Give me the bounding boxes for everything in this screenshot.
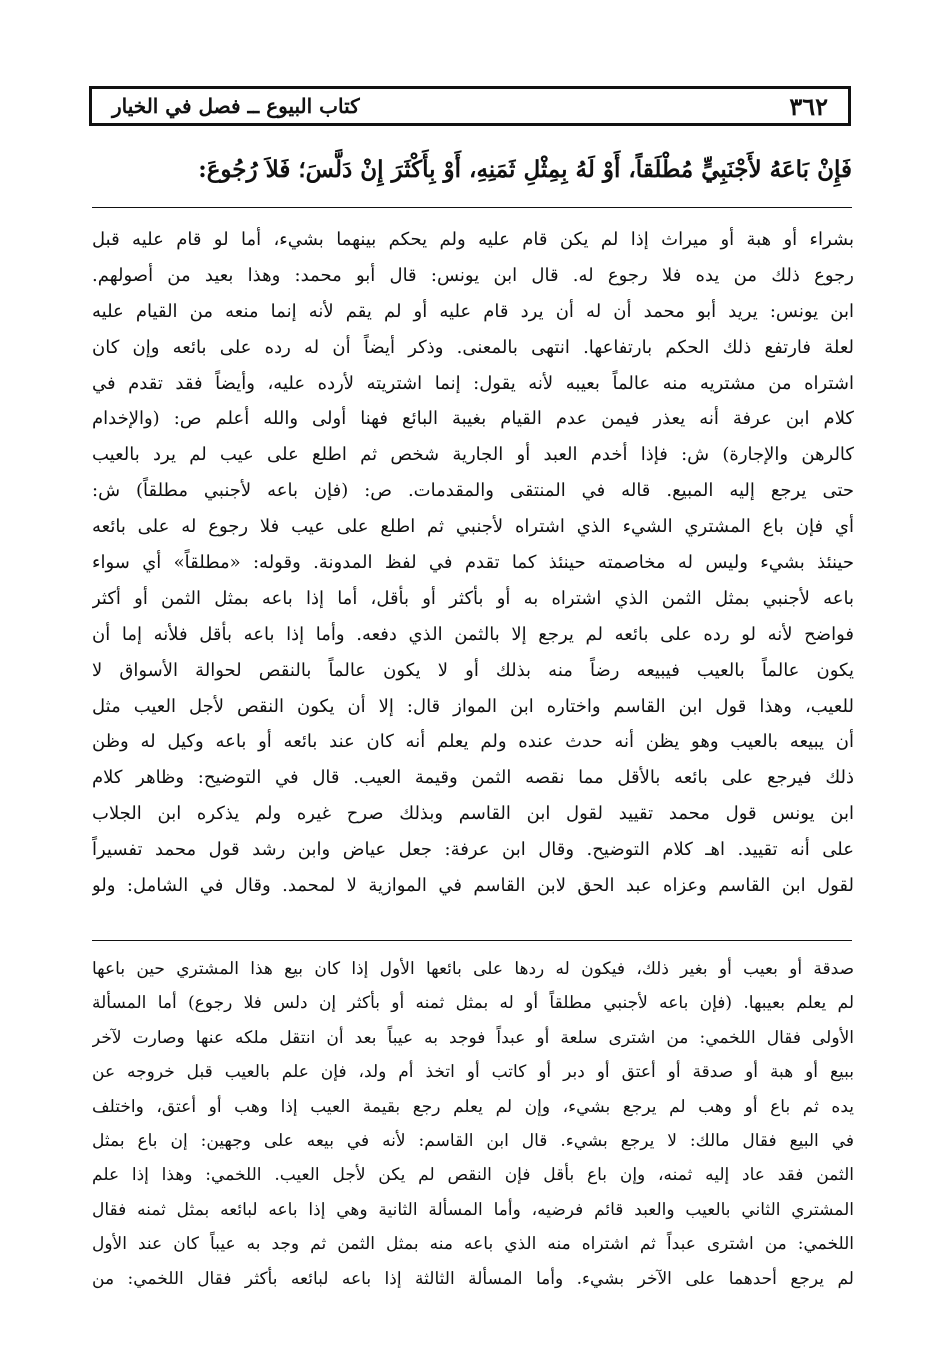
footnote-line: الأولى فقال اللخمي: من اشترى سلعة أو عبداً فوجد به عيباً بعد أن انتقل ملكه عنها وصارت لآخر <box>92 1027 854 1048</box>
footnote-line: يده ثم باع أو وهب لم يرجع بشيء، وإن لم يعلم رجع بقيمة العيب إذا وهب أو أعتق، واختلف <box>92 1096 854 1117</box>
commentary-line: للعيب، وهذا قول ابن القاسم واختاره ابن المواز قال: إلا أن يكون النقص لأجل العيب مثل <box>92 695 854 717</box>
footnote-line: اللخمي: من اشترى عبداً ثم اشتراه منه الذي باعه منه بمثل الثمن ثم وجد به عيباً كان عند الأول <box>92 1234 854 1255</box>
page-number: ٣٦٢ <box>789 91 828 121</box>
divider-top <box>92 207 852 208</box>
commentary-line: حينئذ بشيء وليس له مخاصمته حينئذ كما تقدم في لفظ المدونة. وقوله: «مطلقاً» أي سواء <box>92 552 854 574</box>
commentary-line: لقول ابن القاسم وعزاه عبد الحق لابن القاسم في الموازية لا لمحمد. وقال في الشامل: ولو <box>92 875 854 897</box>
commentary-line: على أنه تقييد. اهـ كلام التوضيح. وقال ابن عرفة: جعل عياض وابن رشد قول محمد تفسيراً <box>92 839 854 861</box>
footnote-line: لم يعلم بعيبها. (فإن باعه لأجنبي مطلقاً أو له بمثل ثمنه أو بأكثر إن دلس فلا رجوع) أما المسألة <box>92 993 854 1014</box>
commentary-line: يكون عالماً بالعيب فيبيعه رضاً منه بذلك أو لا يكون عالماً بالنقص لحوالة الأسواق لا <box>92 659 854 681</box>
commentary-line: فواضح لأنه لو رده على بائعه لم يرجع إلا بالثمن الذي دفعه. وأما إذا باعه بأقل فلأنه إما أن <box>92 623 854 645</box>
commentary-line: أن يبيعه بالعيب وهو يظن أنه حدث عنده ولم يعلم أنه كان عند بائعه أو باعه وكيل له وظن <box>92 731 854 753</box>
footnote-line: المشتري الثاني بالعيب والعبد قائم فرضيه، وأما المسألة الثانية وهي إذا باعه لبائعه بمثل ثمنه فقال <box>92 1199 854 1220</box>
page-header <box>89 86 851 126</box>
commentary-line: بشراء أو هبة أو ميراث إذا لم يكن قام عليه ولم يحكم بينهما بشيء، أما لو قام عليه قبل <box>92 229 854 250</box>
commentary-line: لعلة فارتفع ذلك الحكم بارتفاعها. انتهى بالمعنى. وذكر أيضاً أن له رده على بائعه وإن كان <box>92 336 854 358</box>
commentary-line: ابن يونس قول محمد تقييد لقول ابن القاسم وبذلك صرح غيره ولم يذكره ابن الجلاب <box>92 803 854 825</box>
commentary-line: رجوع ذلك من يده فلا رجوع له. قال ابن يونس: قال أبو محمد: وهذا بعيد من أصولهم. <box>92 264 854 286</box>
running-title: كتاب البيوع ــ فصل في الخيار <box>112 94 360 118</box>
footnote-line: في البيع فقال مالك: لا يرجع بشيء. قال ابن القاسم: لأنه في بيعه على وجهين: إن باع بمثل <box>92 1130 854 1151</box>
footnote-block <box>92 952 854 1296</box>
commentary-line: أي فإن باع المشتري الشيء الذي اشتراه لأجنبي ثم اطلع على عيب فلا رجوع له على بائعه <box>92 516 854 538</box>
footnote-line: ببيع أو هبة أو صدقة أو أعتق أو دبر أو كاتب أو اتخذ أم ولد، فإن علم بالعيب قبل خروجه عن <box>92 1062 854 1083</box>
footnote-line: الثمن فقد عاد إليه ثمنه، وإن باع بأقل فإن النقص لم يكن لأجل العيب. اللخمي: وهذا إذا علم <box>92 1165 854 1186</box>
commentary-line: كالرهن والإجارة) ش: فإذا أخدم العبد أو الجارية شخص ثم اطلع على عيب لم يرد بالعيب <box>92 444 854 466</box>
commentary-block <box>92 222 854 904</box>
footnote-line: لم يرجع أحدهما على الآخر بشيء. وأما المسألة الثالثة إذا باعه لبائعه بأكثر فقال اللخمي: من <box>92 1268 854 1289</box>
matn-text: فَإِنْ بَاعَهُ لأَجْنَبِيٍّ مُطْلَقاً، أَوْ لَهُ بِمِثْلِ ثَمَنِهِ، أَوْ بِأَكْثَرَ إِنْ دَلَّسَ؛ فَلاَ رُجُوعَ: <box>198 156 852 183</box>
commentary-line: كلام ابن عرفة أنه يعذر فيمن عدم القيام بغيبة البائع فهنا أولى والله أعلم ص: (والإخدام <box>92 408 854 430</box>
commentary-line: باعه لأجنبي بمثل الثمن الذي اشتراه به أو بأكثر أو بأقل، أما إذا باعه بمثل الثمن أو أكثر <box>92 587 854 609</box>
commentary-line: اشتراه من مشتريه منه عالماً بعيبه لأنه يقول: إنما اشتريته لأرده عليه، وأيضاً فقد تقدم في <box>92 372 854 394</box>
commentary-line: ذلك فيرجع على بائعه بالأقل مما نقصه الثمن وقيمة العيب. قال في التوضيح: وظاهر كلام <box>92 767 854 789</box>
footnote-line: صدقة أو بعيب أو بغير ذلك، فيكون له ردها على بائعها الأول إذا كان بيع هذا المشتري حين باعها <box>92 959 854 979</box>
commentary-line: ابن يونس: يريد أبو محمد أن له أن يرد قام عليه أو لم يقم لأنه إنما منعه من القيام عليه <box>92 300 854 322</box>
commentary-line: حتى يرجع إليه المبيع. قاله في المنتقى والمقدمات. ص: (فإن باعه لأجنبي مطلقاً) ش: <box>92 480 854 502</box>
divider-footnotes <box>92 940 852 941</box>
